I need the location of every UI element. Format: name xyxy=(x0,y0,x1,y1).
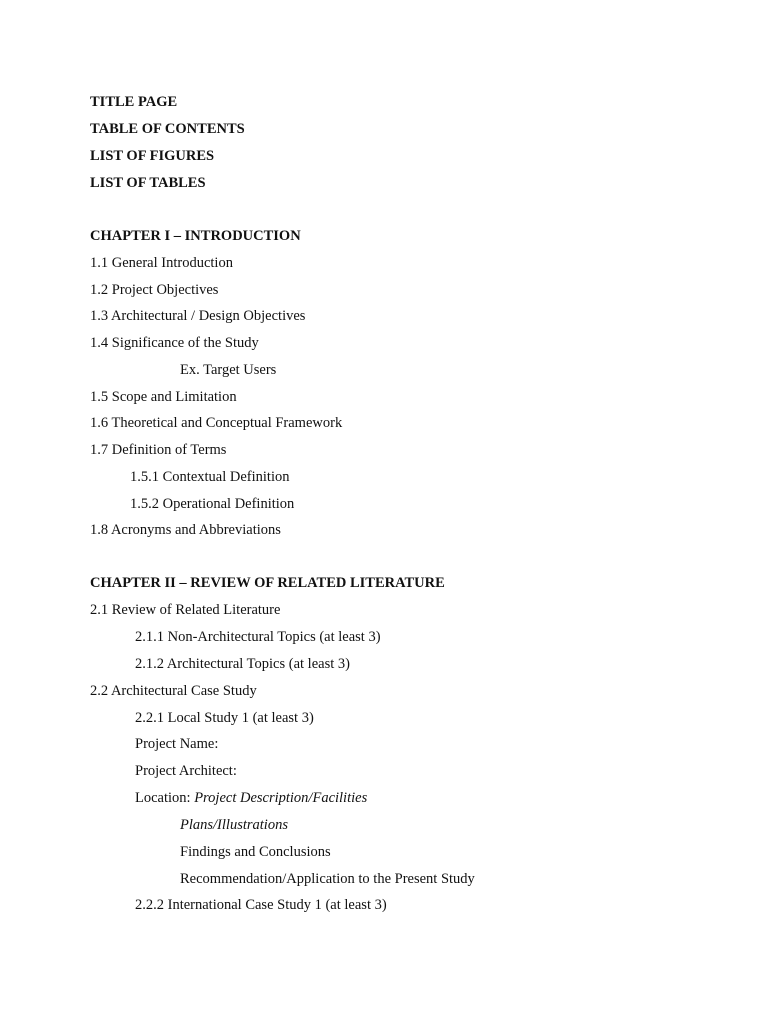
field-recommendation: Recommendation/Application to the Present Study xyxy=(180,871,475,887)
toc-item-1-2: 1.2 Project Objectives xyxy=(90,282,219,298)
toc-item-1-7-1: 1.5.1 Contextual Definition xyxy=(130,469,290,485)
toc-item-1-1: 1.1 General Introduction xyxy=(90,255,233,271)
toc-table-of-contents: TABLE OF CONTENTS xyxy=(90,121,245,137)
toc-list-of-figures: LIST OF FIGURES xyxy=(90,148,215,164)
toc-list-of-tables: LIST OF TABLES xyxy=(90,175,206,191)
toc-item-1-6: 1.6 Theoretical and Conceptual Framework xyxy=(90,415,343,431)
toc-item-2-2: 2.2 Architectural Case Study xyxy=(90,683,257,699)
field-findings-conclusions: Findings and Conclusions xyxy=(180,844,331,860)
field-plans-illustrations: Plans/Illustrations xyxy=(180,817,288,833)
field-project-architect: Project Architect: xyxy=(135,763,237,779)
field-location-row xyxy=(135,789,367,807)
toc-item-1-4: 1.4 Significance of the Study xyxy=(90,335,259,351)
toc-title-page: TITLE PAGE xyxy=(90,94,178,110)
toc-item-1-3: 1.3 Architectural / Design Objectives xyxy=(90,308,306,324)
field-location: Location: xyxy=(135,790,191,806)
field-project-name: Project Name: xyxy=(135,736,219,752)
toc-item-1-4-example: Ex. Target Users xyxy=(180,362,277,378)
toc-item-2-1-2: 2.1.2 Architectural Topics (at least 3) xyxy=(135,656,350,672)
toc-item-2-1: 2.1 Review of Related Literature xyxy=(90,602,281,618)
chapter-2-heading: CHAPTER II – REVIEW OF RELATED LITERATURE xyxy=(90,575,445,591)
field-project-description: Project Description/Facilities xyxy=(194,790,368,806)
toc-item-2-2-2: 2.2.2 International Case Study 1 (at least 3) xyxy=(135,897,387,913)
toc-item-1-5: 1.5 Scope and Limitation xyxy=(90,389,237,405)
toc-item-1-7-2: 1.5.2 Operational Definition xyxy=(130,496,295,512)
chapter-1-heading: CHAPTER I – INTRODUCTION xyxy=(90,228,301,244)
toc-item-2-2-1: 2.2.1 Local Study 1 (at least 3) xyxy=(135,710,314,726)
toc-item-1-7: 1.7 Definition of Terms xyxy=(90,442,227,458)
toc-item-2-1-1: 2.1.1 Non-Architectural Topics (at least 3) xyxy=(135,629,381,645)
toc-item-1-8: 1.8 Acronyms and Abbreviations xyxy=(90,522,281,538)
